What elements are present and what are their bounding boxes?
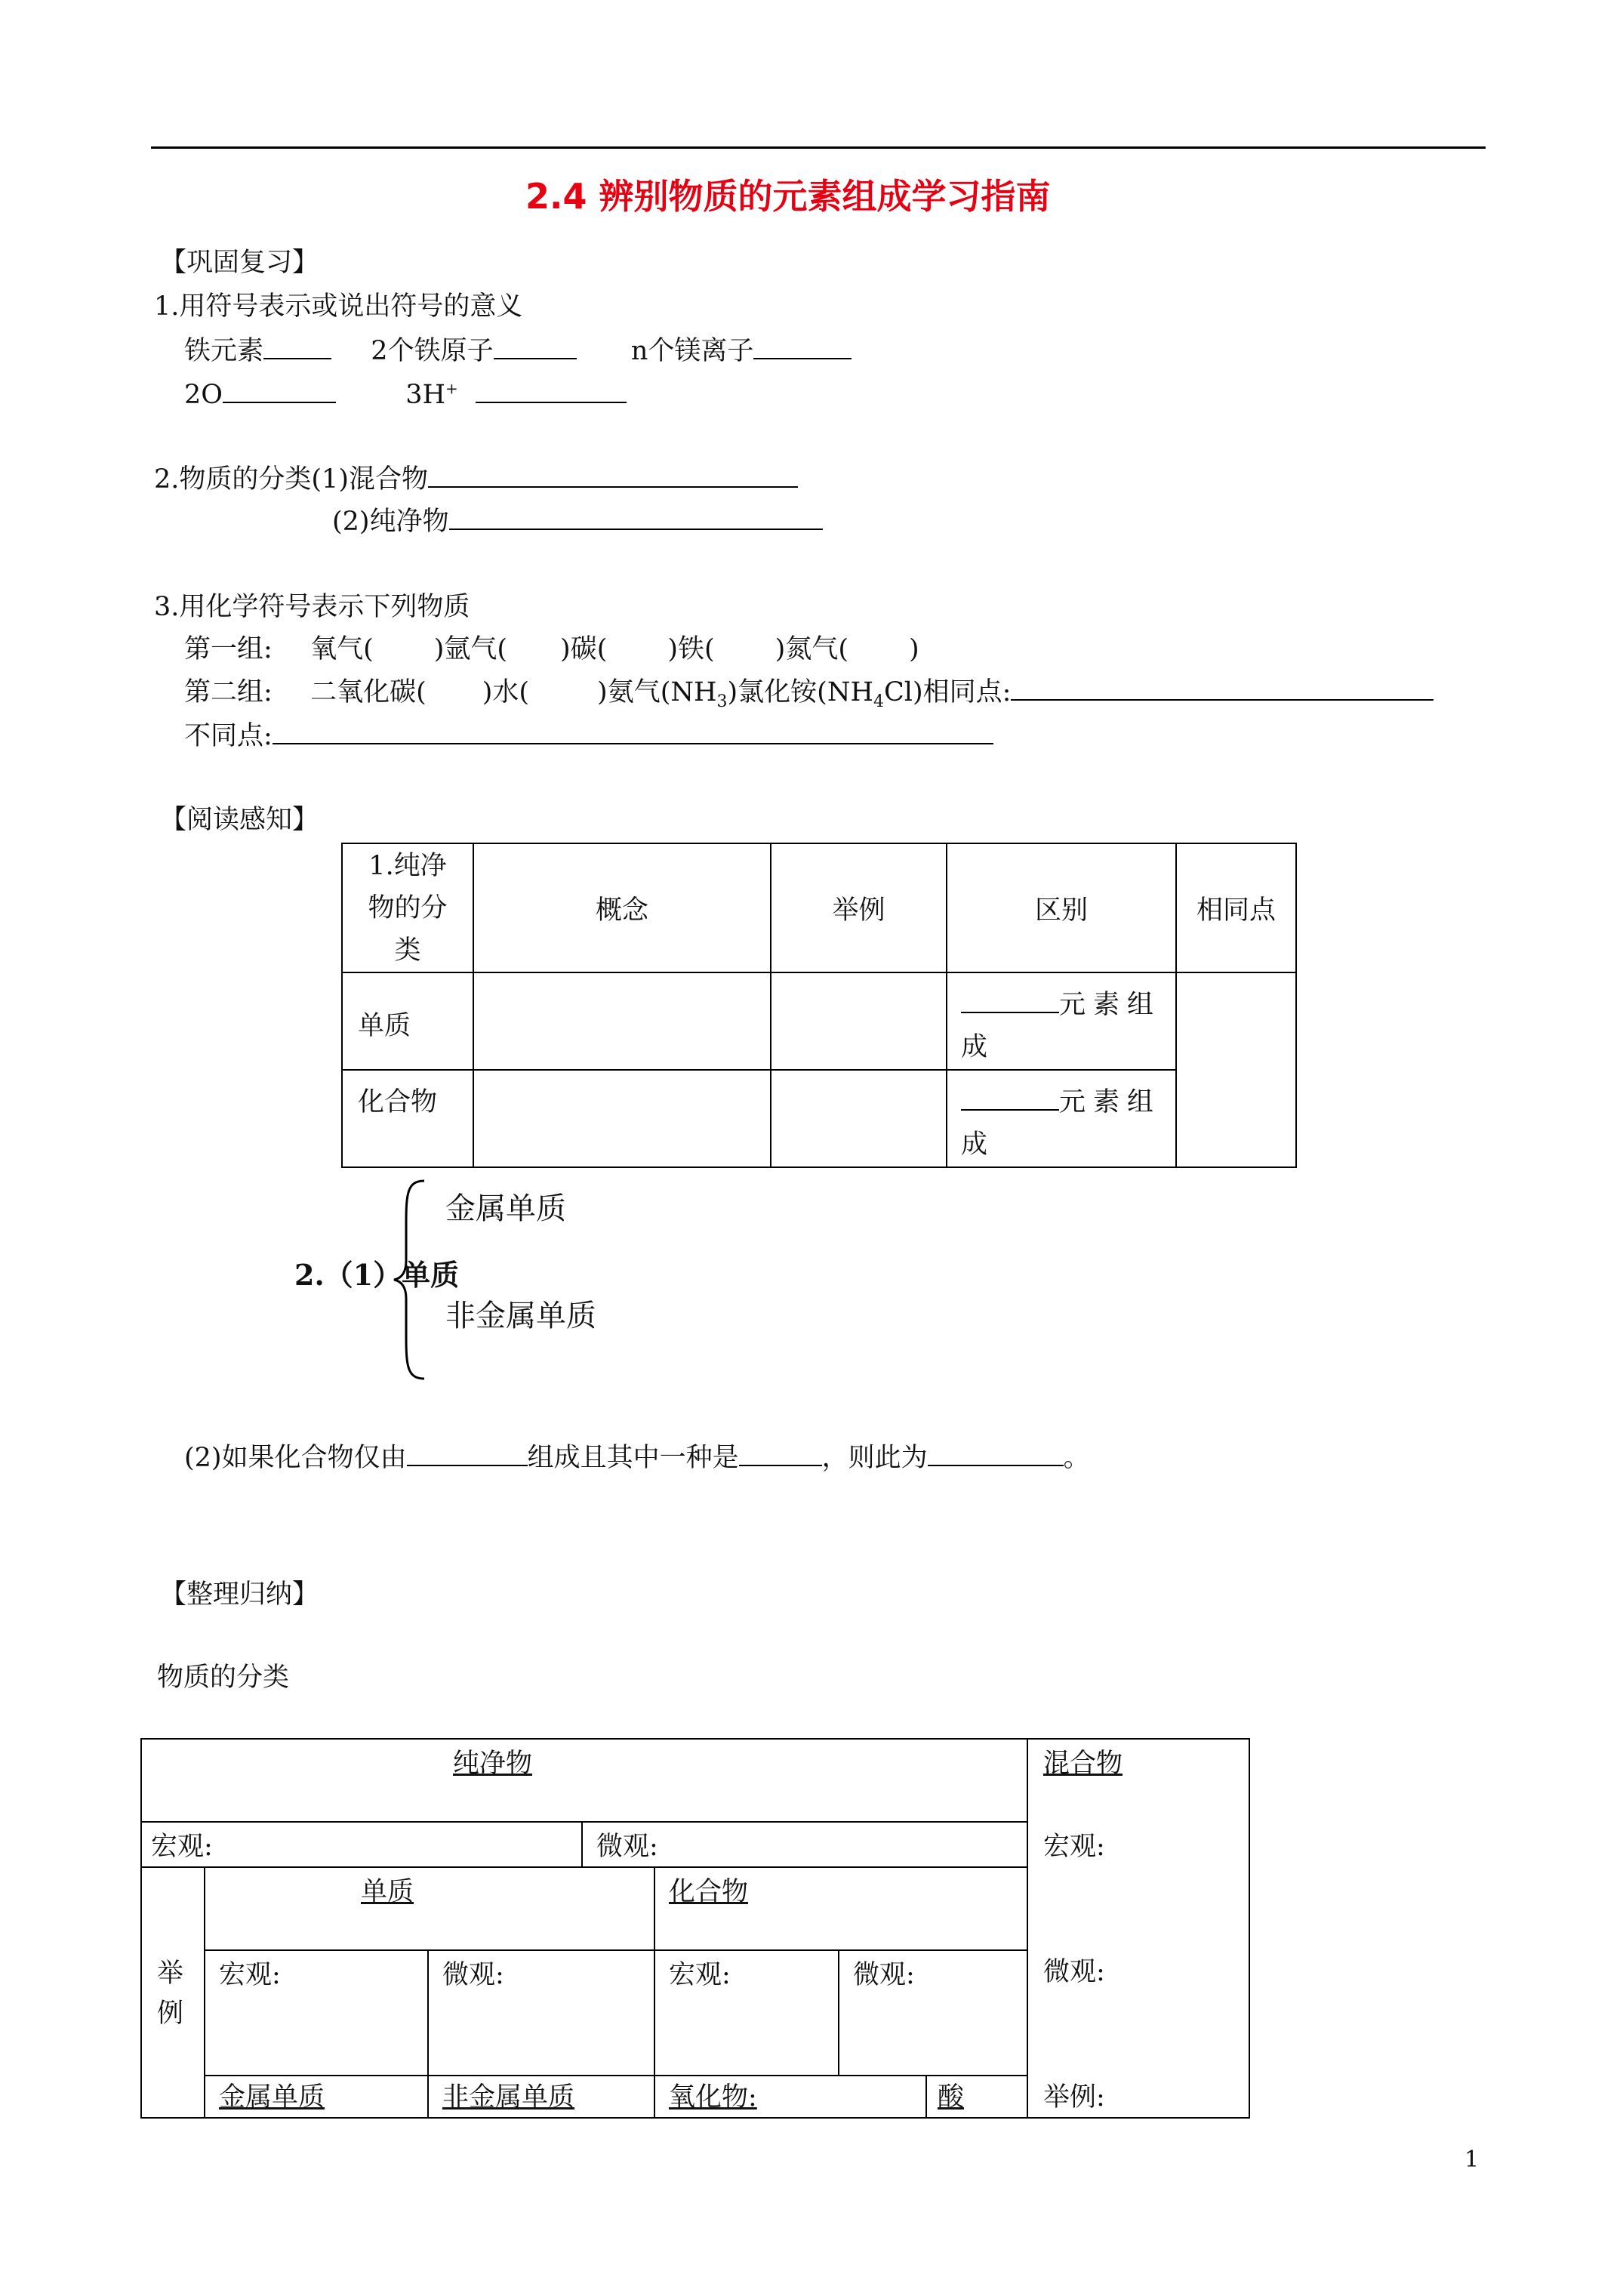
classify-label: 物质的分类 bbox=[157, 1663, 290, 1693]
table2-nonmetal: 非金属单质 bbox=[442, 2082, 575, 2113]
blank[interactable] bbox=[928, 1442, 1064, 1466]
q2b-a: (2)如果化合物仅由 bbox=[184, 1443, 407, 1473]
table2-mixture: 混合物 bbox=[1043, 1749, 1123, 1779]
brace-bottom: 非金属单质 bbox=[445, 1299, 596, 1333]
q3-group1 bbox=[184, 634, 919, 664]
table2-el-macro: 宏观: bbox=[219, 1960, 281, 1990]
table1-row-compound: 化合物 bbox=[342, 1070, 473, 1167]
table2-micro: 微观: bbox=[596, 1832, 658, 1862]
blank[interactable] bbox=[961, 1086, 1059, 1111]
group2-nh4cl: )氯化铵(NH bbox=[727, 677, 873, 707]
table1-header-classify: 1.纯净物的分类 bbox=[342, 843, 473, 972]
q2-pure: (2)纯净物 bbox=[332, 507, 449, 537]
table1-diff-element bbox=[947, 972, 1176, 1070]
q1-n-mg-ions: n个镁离子 bbox=[630, 336, 754, 366]
q2-line2 bbox=[332, 506, 823, 537]
table2-example-label: 举例 bbox=[157, 1959, 184, 2029]
table1-cell[interactable] bbox=[771, 1070, 947, 1167]
table1-cell[interactable] bbox=[473, 1070, 771, 1167]
group2-co2: 二氧化碳( bbox=[310, 677, 427, 707]
group2-h2o: )水( bbox=[482, 677, 530, 707]
table2-pure: 纯净物 bbox=[453, 1749, 533, 1779]
pure-substance-table bbox=[341, 843, 1297, 1168]
q2-label: 2.物质的分类(1)混合物 bbox=[154, 464, 428, 495]
group1-ar: )氩气( bbox=[433, 634, 508, 664]
table2-mixture-micro: 微观: bbox=[1043, 1957, 1105, 1987]
table1-row-element: 单质 bbox=[342, 972, 473, 1070]
q1-line1 bbox=[184, 335, 852, 366]
blank[interactable] bbox=[961, 989, 1059, 1013]
q2b-d: 。 bbox=[1063, 1443, 1090, 1473]
table2-mixture-example: 举例: bbox=[1043, 2082, 1105, 2113]
table2-co-macro: 宏观: bbox=[669, 1960, 731, 1990]
group2-label: 第二组: bbox=[184, 677, 273, 707]
blank[interactable] bbox=[223, 379, 336, 403]
table2-acid: 酸 bbox=[938, 2082, 965, 2113]
blank[interactable] bbox=[476, 379, 627, 403]
blank[interactable] bbox=[428, 464, 798, 488]
blank[interactable] bbox=[494, 335, 577, 359]
diff-suffix: 元素组成 bbox=[961, 990, 1162, 1062]
page-title: 2.4 辨别物质的元素组成学习指南 bbox=[525, 176, 1051, 217]
group1-fe: )铁( bbox=[667, 634, 715, 664]
brace-top: 金属单质 bbox=[445, 1191, 566, 1226]
blank[interactable] bbox=[449, 506, 823, 530]
table2-macro: 宏观: bbox=[151, 1832, 213, 1862]
q2-line1 bbox=[154, 464, 798, 495]
group1-n2: )氮气( bbox=[775, 634, 848, 664]
sub-4: 4 bbox=[873, 692, 884, 711]
q3-diff: 不同点: bbox=[184, 721, 273, 751]
q3-diff-line bbox=[184, 720, 993, 751]
table2-co-micro: 微观: bbox=[853, 1960, 915, 1990]
page-number: 1 bbox=[1464, 2147, 1480, 2173]
table2-mixture-macro: 宏观: bbox=[1043, 1832, 1105, 1862]
section-summary: 【整理归纳】 bbox=[160, 1579, 319, 1610]
q1-two-o: 2O bbox=[184, 380, 223, 410]
classification-table bbox=[140, 1738, 1250, 2119]
q3-group2 bbox=[184, 676, 1434, 711]
header-rule bbox=[151, 146, 1486, 149]
diff-suffix: 元素组成 bbox=[961, 1087, 1162, 1160]
group1-c: )碳( bbox=[560, 634, 608, 664]
group1-end: ) bbox=[908, 634, 919, 664]
blank[interactable] bbox=[1011, 676, 1434, 701]
q2b-b: 组成且其中一种是 bbox=[527, 1443, 739, 1473]
table1-header-example: 举例 bbox=[771, 843, 947, 972]
sub-3: 3 bbox=[716, 692, 728, 711]
table2-compound: 化合物 bbox=[669, 1877, 749, 1907]
q1-iron-element: 铁元素 bbox=[184, 336, 264, 366]
q3-label: 3.用化学符号表示下列物质 bbox=[154, 592, 470, 622]
q2b-line bbox=[184, 1442, 1090, 1473]
q1-two-iron-atoms: 2个铁原子 bbox=[371, 336, 494, 366]
brace-label: 2.（1）单质 bbox=[294, 1258, 460, 1292]
section-read: 【阅读感知】 bbox=[160, 805, 319, 835]
table1-same-cell[interactable] bbox=[1176, 972, 1296, 1167]
section-review: 【巩固复习】 bbox=[160, 248, 319, 278]
blank[interactable] bbox=[753, 335, 852, 359]
blank[interactable] bbox=[263, 335, 331, 359]
blank[interactable] bbox=[739, 1442, 822, 1466]
table1-cell[interactable] bbox=[473, 972, 771, 1070]
table1-header-difference: 区别 bbox=[947, 843, 1176, 972]
group1-label: 第一组: bbox=[184, 634, 273, 664]
group1-o2: 氧气( bbox=[310, 634, 374, 664]
q2b-c: ，则此为 bbox=[821, 1443, 928, 1473]
group2-same: Cl)相同点: bbox=[883, 677, 1012, 707]
table2-element: 单质 bbox=[361, 1877, 414, 1907]
table1-header-same: 相同点 bbox=[1176, 843, 1296, 972]
q1-line2 bbox=[184, 379, 627, 410]
q1-label: 1.用符号表示或说出符号的意义 bbox=[154, 291, 523, 322]
blank[interactable] bbox=[273, 720, 993, 744]
table1-diff-compound bbox=[947, 1070, 1176, 1167]
table1-header-concept: 概念 bbox=[473, 843, 771, 972]
table1-cell[interactable] bbox=[771, 972, 947, 1070]
table2-metal: 金属单质 bbox=[219, 2082, 325, 2113]
q1-three-h-plus: 3H+ bbox=[405, 379, 458, 410]
blank[interactable] bbox=[407, 1442, 528, 1466]
table2-el-micro: 微观: bbox=[442, 1960, 504, 1990]
group2-nh3: )氨气(NH bbox=[597, 677, 717, 707]
table2-oxide: 氧化物: bbox=[669, 2082, 757, 2113]
